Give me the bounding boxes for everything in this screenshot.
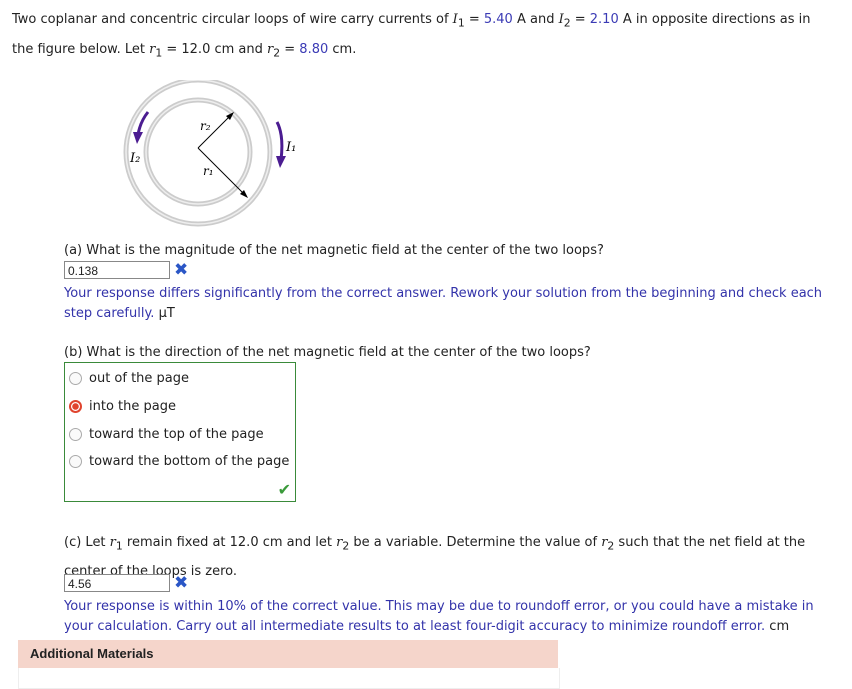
concentric-loops-figure	[100, 80, 320, 240]
correct-check-icon: ✔	[277, 480, 291, 499]
r1-label: r₁	[203, 164, 214, 178]
problem-intro: Two coplanar and concentric circular loops of wire carry currents of $I_1 = 5.40$ A and $I_2 = 2.10$ A in opposite directions as in the figure below. Let $r_1 = 12.0$ cm and $r_2 = 8.80$ cm.	[12, 12, 811, 60]
part-a-feedback: Your response differs significantly from the correct answer. Rework your solution from the beginning and check each step carefully. μT	[64, 286, 823, 321]
option-into-page[interactable]: into the page	[69, 399, 176, 414]
part-c-feedback: Your response is within 10% of the correct value. This may be due to roundoff error, or you could have a mistake in your calculation. Carry out all intermediate results to at least four-digit accuracy to minimize roundoff error. cm	[64, 599, 814, 634]
part-a-question: (a) What is the magnitude of the net magnetic field at the center of the two loops?	[64, 243, 604, 258]
additional-materials-header[interactable]: Additional Materials	[18, 640, 558, 668]
additional-materials-body	[18, 668, 560, 689]
part-b-options	[64, 362, 296, 502]
option-toward-bottom[interactable]: toward the bottom of the page	[69, 454, 289, 469]
part-c-answer-input[interactable]: 4.56	[64, 574, 170, 592]
option-toward-top[interactable]: toward the top of the page	[69, 427, 264, 442]
radio-button[interactable]	[69, 372, 82, 385]
incorrect-x-icon: ✖	[174, 573, 189, 593]
option-out-of-page[interactable]: out of the page	[69, 371, 189, 386]
I2-label: I₂	[130, 151, 141, 166]
part-a-answer-input[interactable]: 0.138	[64, 261, 170, 279]
r2-label: r₂	[200, 119, 211, 133]
I1-arrow	[277, 122, 282, 160]
part-c-question: (c) Let $r_1$ remain fixed at 12.0 cm and let $r_2$ be a variable. Determine the value of $r_2$ such that the net field at the center of the loops is zero.	[64, 535, 806, 579]
I2-arrow	[138, 112, 148, 135]
radio-button-selected[interactable]	[69, 400, 82, 413]
I1-label: I₁	[286, 140, 297, 155]
radio-button[interactable]	[69, 455, 82, 468]
part-b-question: (b) What is the direction of the net magnetic field at the center of the two loops?	[64, 345, 591, 360]
radio-button[interactable]	[69, 428, 82, 441]
incorrect-x-icon: ✖	[174, 260, 189, 280]
